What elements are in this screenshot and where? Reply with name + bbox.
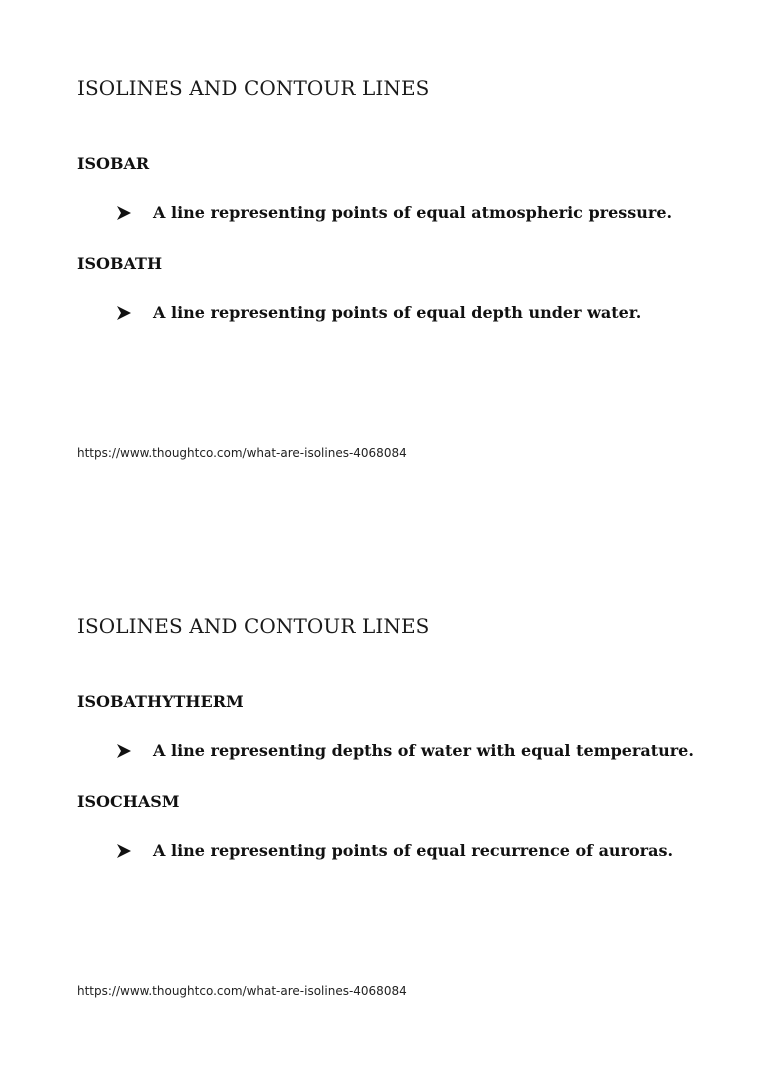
arrowhead-bullet-icon	[115, 742, 143, 760]
definition-text: A line representing points of equal depth under water.	[153, 303, 642, 322]
definition-text: A line representing points of equal recurrence of auroras.	[153, 841, 674, 860]
term-heading: ISOBAR	[77, 154, 150, 173]
source-url[interactable]: https://www.thoughtco.com/what-are-isolines-4068084	[77, 446, 407, 460]
source-url[interactable]: https://www.thoughtco.com/what-are-isolines-4068084	[77, 984, 407, 998]
term-heading: ISOBATH	[77, 254, 163, 273]
term-heading: ISOCHASM	[77, 792, 180, 811]
arrowhead-bullet-icon	[115, 204, 143, 222]
term-heading: ISOBATHYTHERM	[77, 692, 244, 711]
definition-bullet	[115, 741, 694, 760]
page-title: ISOLINES AND CONTOUR LINES	[77, 614, 430, 638]
definition-text: A line representing points of equal atmospheric pressure.	[153, 203, 673, 222]
definition-bullet	[115, 303, 641, 322]
arrowhead-bullet-icon	[115, 304, 143, 322]
definition-text: A line representing depths of water with equal temperature.	[153, 741, 694, 760]
definition-bullet	[115, 841, 673, 860]
arrowhead-bullet-icon	[115, 842, 143, 860]
definition-bullet	[115, 203, 672, 222]
document-page-2	[0, 538, 768, 1076]
page-title: ISOLINES AND CONTOUR LINES	[77, 76, 430, 100]
